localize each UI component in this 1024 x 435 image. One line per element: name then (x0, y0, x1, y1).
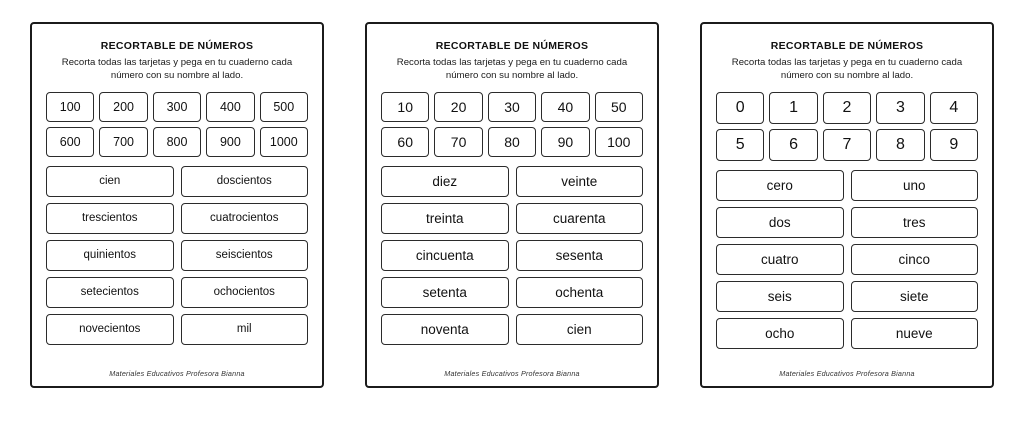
instructions-text: Recorta todas las tarjetas y pega en tu cuaderno cada número con su nombre al lado. (396, 57, 628, 81)
number-card[interactable]: 7 (823, 129, 871, 161)
number-card-grid (381, 92, 643, 157)
number-card[interactable]: 5 (716, 129, 764, 161)
number-card[interactable]: 20 (434, 92, 482, 122)
word-card[interactable]: treinta (381, 203, 509, 234)
word-card[interactable]: uno (851, 170, 979, 201)
word-card[interactable]: cien (46, 166, 174, 197)
number-card[interactable]: 0 (716, 92, 764, 124)
number-card[interactable]: 10 (381, 92, 429, 122)
word-card[interactable]: ocho (716, 318, 844, 349)
number-card[interactable]: 9 (930, 129, 978, 161)
footer-credit: Materiales Educativos Profesora Bianna (109, 369, 245, 378)
word-card[interactable]: cuarenta (516, 203, 644, 234)
word-card-grid (716, 170, 978, 349)
word-card[interactable]: siete (851, 281, 979, 312)
instructions-text: Recorta todas las tarjetas y pega en tu cuaderno cada número con su nombre al lado. (731, 57, 963, 81)
number-card[interactable]: 600 (46, 127, 94, 157)
footer-credit: Materiales Educativos Profesora Bianna (779, 369, 915, 378)
word-card[interactable]: trescientos (46, 203, 174, 234)
number-card[interactable]: 70 (434, 127, 482, 157)
number-card[interactable]: 40 (541, 92, 589, 122)
number-card[interactable]: 500 (260, 92, 308, 122)
word-card[interactable]: seis (716, 281, 844, 312)
number-card[interactable]: 800 (153, 127, 201, 157)
word-card[interactable]: noventa (381, 314, 509, 345)
number-card[interactable]: 2 (823, 92, 871, 124)
number-card[interactable]: 900 (206, 127, 254, 157)
worksheet-sheet-1 (30, 22, 324, 388)
word-card[interactable]: doscientos (181, 166, 309, 197)
number-card[interactable]: 400 (206, 92, 254, 122)
number-card[interactable]: 300 (153, 92, 201, 122)
word-card[interactable]: seiscientos (181, 240, 309, 271)
number-card[interactable]: 8 (876, 129, 924, 161)
word-card-grid (381, 166, 643, 345)
number-card[interactable]: 6 (769, 129, 817, 161)
word-card[interactable]: cuatro (716, 244, 844, 275)
number-card[interactable]: 30 (488, 92, 536, 122)
word-card[interactable]: mil (181, 314, 309, 345)
number-card[interactable]: 90 (541, 127, 589, 157)
word-card[interactable]: setecientos (46, 277, 174, 308)
worksheet-sheet-3 (700, 22, 994, 388)
page-title: RECORTABLE DE NÚMEROS (100, 40, 254, 52)
word-card[interactable]: quinientos (46, 240, 174, 271)
word-card[interactable]: ochocientos (181, 277, 309, 308)
word-card[interactable]: setenta (381, 277, 509, 308)
number-card[interactable]: 1 (769, 92, 817, 124)
worksheet-sheet-2 (365, 22, 659, 388)
number-card-grid (46, 92, 308, 157)
word-card[interactable]: cien (516, 314, 644, 345)
number-card[interactable]: 3 (876, 92, 924, 124)
number-card[interactable]: 1000 (260, 127, 308, 157)
word-card[interactable]: sesenta (516, 240, 644, 271)
word-card[interactable]: cinco (851, 244, 979, 275)
word-card[interactable]: novecientos (46, 314, 174, 345)
number-card[interactable]: 4 (930, 92, 978, 124)
number-card[interactable]: 100 (46, 92, 94, 122)
word-card[interactable]: diez (381, 166, 509, 197)
word-card[interactable]: cincuenta (381, 240, 509, 271)
word-card[interactable]: cuatrocientos (181, 203, 309, 234)
word-card[interactable]: tres (851, 207, 979, 238)
number-card[interactable]: 80 (488, 127, 536, 157)
word-card[interactable]: veinte (516, 166, 644, 197)
number-card-grid (716, 92, 978, 161)
word-card-grid (46, 166, 308, 345)
number-card[interactable]: 700 (99, 127, 147, 157)
word-card[interactable]: nueve (851, 318, 979, 349)
number-card[interactable]: 50 (595, 92, 643, 122)
page-title: RECORTABLE DE NÚMEROS (770, 40, 924, 52)
page-title: RECORTABLE DE NÚMEROS (435, 40, 589, 52)
number-card[interactable]: 60 (381, 127, 429, 157)
footer-credit: Materiales Educativos Profesora Bianna (444, 369, 580, 378)
instructions-text: Recorta todas las tarjetas y pega en tu cuaderno cada número con su nombre al lado. (61, 57, 293, 81)
word-card[interactable]: cero (716, 170, 844, 201)
word-card[interactable]: dos (716, 207, 844, 238)
number-card[interactable]: 200 (99, 92, 147, 122)
word-card[interactable]: ochenta (516, 277, 644, 308)
number-card[interactable]: 100 (595, 127, 643, 157)
